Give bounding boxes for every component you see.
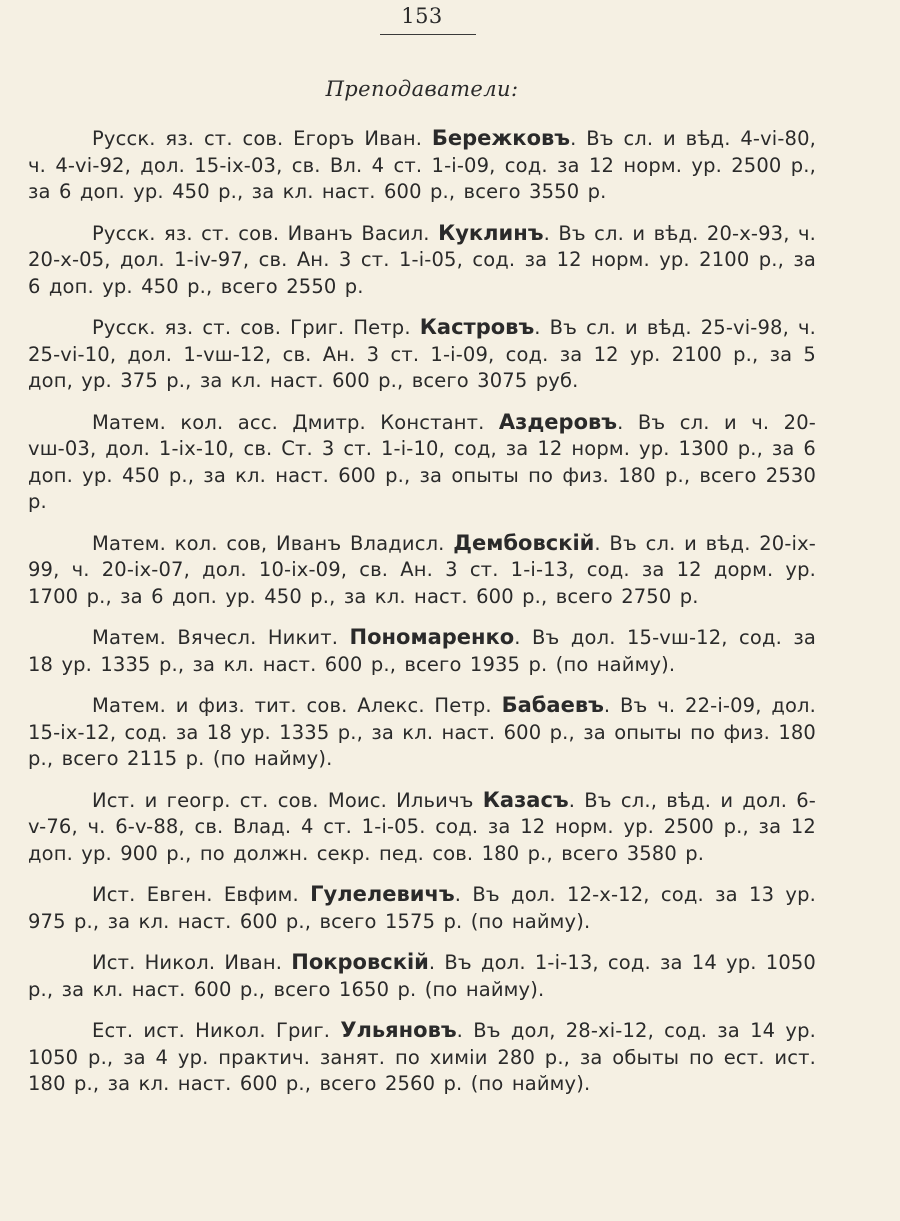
entry-lead: Ист. Никол. Иван.: [92, 951, 292, 974]
entry-lead: Ист. и геогр. ст. сов. Моис. Ильичъ: [92, 788, 483, 812]
entry-details: . Въ сл. и вѣд. 20-ix-99, ч. 20-ix-07, дол. 10-ix-09, св. Ан. 3 ст. 1-i-13, сод. за 12 дорм. ур. 1700 р., за 6 доп. ур. 450 р., за кл. наст. 600 р., всего 2750 р.: [28, 531, 816, 608]
page-number: 153: [401, 4, 443, 28]
entry-details: . Въ ч. 22-i-09, дол. 15-ix-12, сод. за 18 ур. 1335 р., за кл. наст. 600 р., за опыты по физ. 180 р., всего 2115 р. (по найму).: [28, 694, 816, 770]
teacher-surname: Бабаевъ: [501, 693, 604, 717]
entry-details: . Въ дол. 1-i-13, сод. за 14 ур. 1050 р., за кл. наст. 600 р., всего 1650 р. (по найму).: [28, 951, 816, 1001]
teacher-entry: [28, 530, 816, 611]
entry-details: . Въ сл. и вѣд. 20-x-93, ч. 20-x-05, дол. 1-iv-97, св. Ан. 3 ст. 1-i-05, сод. за 12 норм. ур. 2100 р., за 6 доп. ур. 450 р., всего 2550 р.: [28, 221, 816, 298]
document-page: [28, 0, 816, 1221]
teacher-surname: Аздеровъ: [498, 409, 618, 434]
section-title: Преподаватели:: [325, 77, 519, 101]
teacher-entry: [28, 220, 816, 301]
entry-lead: Русск. яз. ст. сов. Егоръ Иван.: [92, 127, 432, 150]
entry-details: . Въ сл., вѣд. и дол. 6-v-76, ч. 6-v-88, св. Влад. 4 ст. 1-i-05. сод. за 12 норм. ур. 2500 р., за 12 доп. ур. 900 р., по должн. секр. пед. сов. 180 р., всего 3580 р.: [28, 788, 816, 865]
entry-details: . Въ дол, 28-xi-12, сод. за 14 ур. 1050 р., за 4 ур. практич. занят. по химіи 280 р., за обыты по ест. ист. 180 р., за кл. наст. 600 р., всего 2560 р. (по найму).: [28, 1019, 816, 1095]
teacher-entry: [28, 787, 816, 868]
entry-details: . Въ дол. 15-vш-12, сод. за 18 ур. 1335 р., за кл. наст. 600 р., всего 1935 р. (по найму).: [28, 626, 816, 676]
teacher-entry: [28, 624, 816, 678]
teacher-surname: Гулелевичъ: [310, 882, 455, 906]
entry-details: . Въ сл. и вѣд. 4-vi-80, ч. 4-vi-92, дол. 15-ix-03, св. Вл. 4 ст. 1-i-09, сод. за 12 норм. ур. 2500 р., за 6 доп. ур. 450 р., за кл. наст. 600 р., всего 3550 р.: [28, 127, 816, 203]
entry-lead: Русск. яз. ст. сов. Иванъ Васил.: [92, 221, 439, 245]
teacher-surname: Пономаренко: [349, 625, 515, 649]
entry-details: . Въ дол. 12-x-12, сод. за 13 ур. 975 р., за кл. наст. 600 р., всего 1575 р. (по найму).: [28, 883, 816, 933]
teacher-entry: [28, 881, 816, 935]
teacher-surname: Бережковъ: [431, 126, 571, 150]
entry-lead: Ест. ист. Никол. Григ.: [92, 1019, 341, 1042]
entry-lead: Русск. яз. ст. сов. Григ. Петр.: [92, 316, 420, 339]
entry-lead: Матем. кол. асс. Дмитр. Констант.: [92, 410, 499, 434]
teacher-list: [28, 125, 816, 1112]
teacher-entry: [28, 949, 816, 1003]
teacher-surname: Кастровъ: [419, 315, 535, 339]
entry-lead: Ист. Евген. Евфим.: [92, 883, 311, 906]
entry-details: . Въ сл. и ч. 20-vш-03, дол. 1-ix-10, св. Ст. 3 ст. 1-i-10, сод, за 12 норм. ур. 1300 р., за 6 доп. ур. 450 р., за кл. наст. 600 р., за опыты по физ. 180 р., всего 2530 р.: [28, 410, 816, 513]
entry-details: . Въ сл. и вѣд. 25-vi-98, ч. 25-vi-10, дол. 1-vш-12, св. Ан. 3 ст. 1-i-09, сод. за 12 ур. 2100 р., за 5 доп, ур. 375 р., за кл. наст. 600 р., всего 3075 руб.: [28, 316, 816, 392]
teacher-entry: [28, 314, 816, 395]
teacher-entry: [28, 125, 816, 206]
teacher-surname: Дембовскій: [453, 530, 595, 555]
teacher-surname: Казасъ: [482, 787, 569, 812]
entry-lead: Матем. кол. сов, Иванъ Владисл.: [92, 531, 454, 555]
teacher-surname: Ульяновъ: [340, 1018, 457, 1042]
teacher-surname: Покровскій: [291, 950, 429, 974]
entry-lead: Матем. Вячесл. Никит.: [92, 626, 350, 649]
teacher-entry: [28, 692, 816, 773]
teacher-surname: Куклинъ: [438, 220, 544, 245]
teacher-entry: [28, 1017, 816, 1098]
teacher-entry: [28, 409, 816, 516]
entry-lead: Матем. и физ. тит. сов. Алекс. Петр.: [92, 694, 502, 717]
page-number-rule: [380, 34, 476, 35]
